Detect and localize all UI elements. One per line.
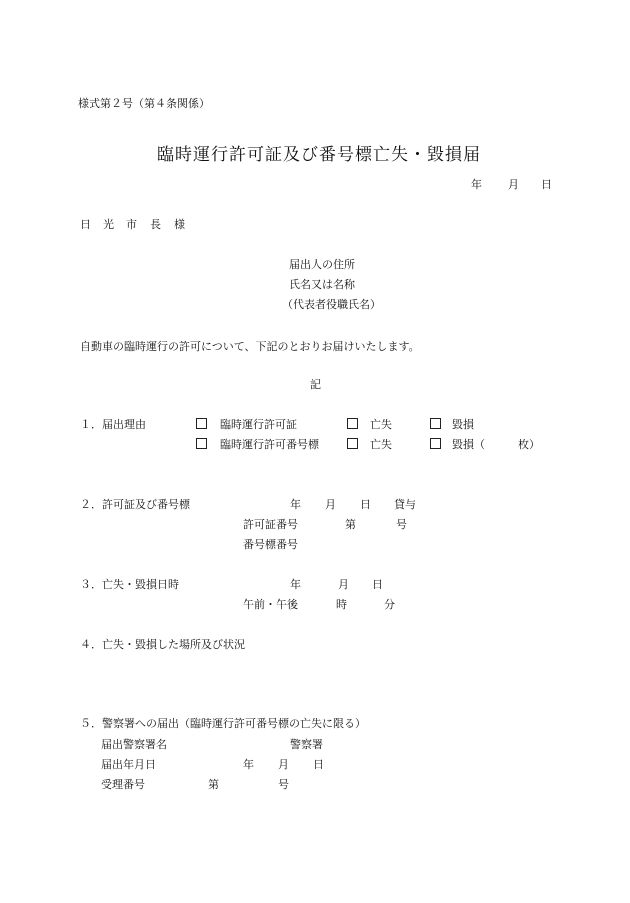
section5-label: ５．警察署への届出（臨時運行許可番号標の亡失に限る） [80, 717, 366, 730]
reason-permit-item: 臨時運行許可証 [220, 418, 297, 431]
receipt-number-dai: 第 [208, 778, 219, 791]
report-date-label: 届出年月日 [101, 758, 156, 771]
lent-month: 月 [325, 498, 336, 511]
reason-plate-item: 臨時運行許可番号標 [220, 438, 319, 451]
loss-day: 日 [372, 578, 383, 591]
police-station-suffix: 警察署 [290, 738, 323, 751]
permit-number-go: 号 [396, 518, 407, 531]
addressee-char: 市 [126, 218, 137, 231]
addressee-char: 光 [103, 218, 114, 231]
checkbox[interactable] [430, 438, 441, 449]
reason-plate-lost: 亡失 [370, 438, 392, 451]
section1-label: １．届出理由 [80, 418, 146, 431]
checkbox[interactable] [347, 418, 358, 429]
checkbox[interactable] [196, 418, 207, 429]
lent-label: 貸与 [394, 498, 416, 511]
permit-number-label: 許可証番号 [243, 518, 298, 531]
report-day: 日 [313, 758, 324, 771]
form-number: 様式第２号（第４条関係） [78, 97, 210, 110]
checkbox[interactable] [196, 438, 207, 449]
reason-plate-damaged: 毀損（ [452, 438, 485, 451]
permit-number-dai: 第 [345, 518, 356, 531]
applicant-address-label: 届出人の住所 [289, 258, 355, 271]
receipt-number-label: 受理番号 [101, 778, 145, 791]
addressee-char: 様 [174, 218, 185, 231]
checkbox[interactable] [347, 438, 358, 449]
reason-plate-count: 枚） [518, 438, 540, 451]
intro-text: 自動車の臨時運行の許可について、下記のとおりお届けいたします。 [80, 340, 420, 353]
police-station-label: 届出警察署名 [101, 738, 167, 751]
section2-label: ２．許可証及び番号標 [80, 498, 190, 511]
date-year: 年 [471, 178, 482, 191]
reason-permit-damaged: 毀損 [452, 418, 474, 431]
lent-day: 日 [360, 498, 371, 511]
loss-month: 月 [338, 578, 349, 591]
loss-ampm: 午前・午後 [243, 598, 298, 611]
loss-hour: 時 [336, 598, 347, 611]
checkbox[interactable] [430, 418, 441, 429]
lent-year: 年 [290, 498, 301, 511]
date-month: 月 [508, 178, 519, 191]
loss-year: 年 [290, 578, 301, 591]
applicant-representative-label: （代表者役職氏名） [282, 298, 381, 311]
applicant-name-label: 氏名又は名称 [289, 278, 355, 291]
reason-permit-lost: 亡失 [370, 418, 392, 431]
plate-number-label: 番号標番号 [243, 538, 298, 551]
loss-minute: 分 [384, 598, 395, 611]
section3-label: ３．亡失・毀損日時 [80, 578, 179, 591]
report-month: 月 [278, 758, 289, 771]
section4-label: ４．亡失・毀損した場所及び状況 [80, 638, 245, 651]
report-year: 年 [243, 758, 254, 771]
receipt-number-go: 号 [278, 778, 289, 791]
ki-heading: 記 [310, 378, 321, 391]
page-title: 臨時運行許可証及び番号標亡失・毀損届 [157, 145, 481, 165]
addressee-char: 日 [80, 218, 91, 231]
addressee-char: 長 [150, 218, 161, 231]
date-day: 日 [541, 178, 552, 191]
